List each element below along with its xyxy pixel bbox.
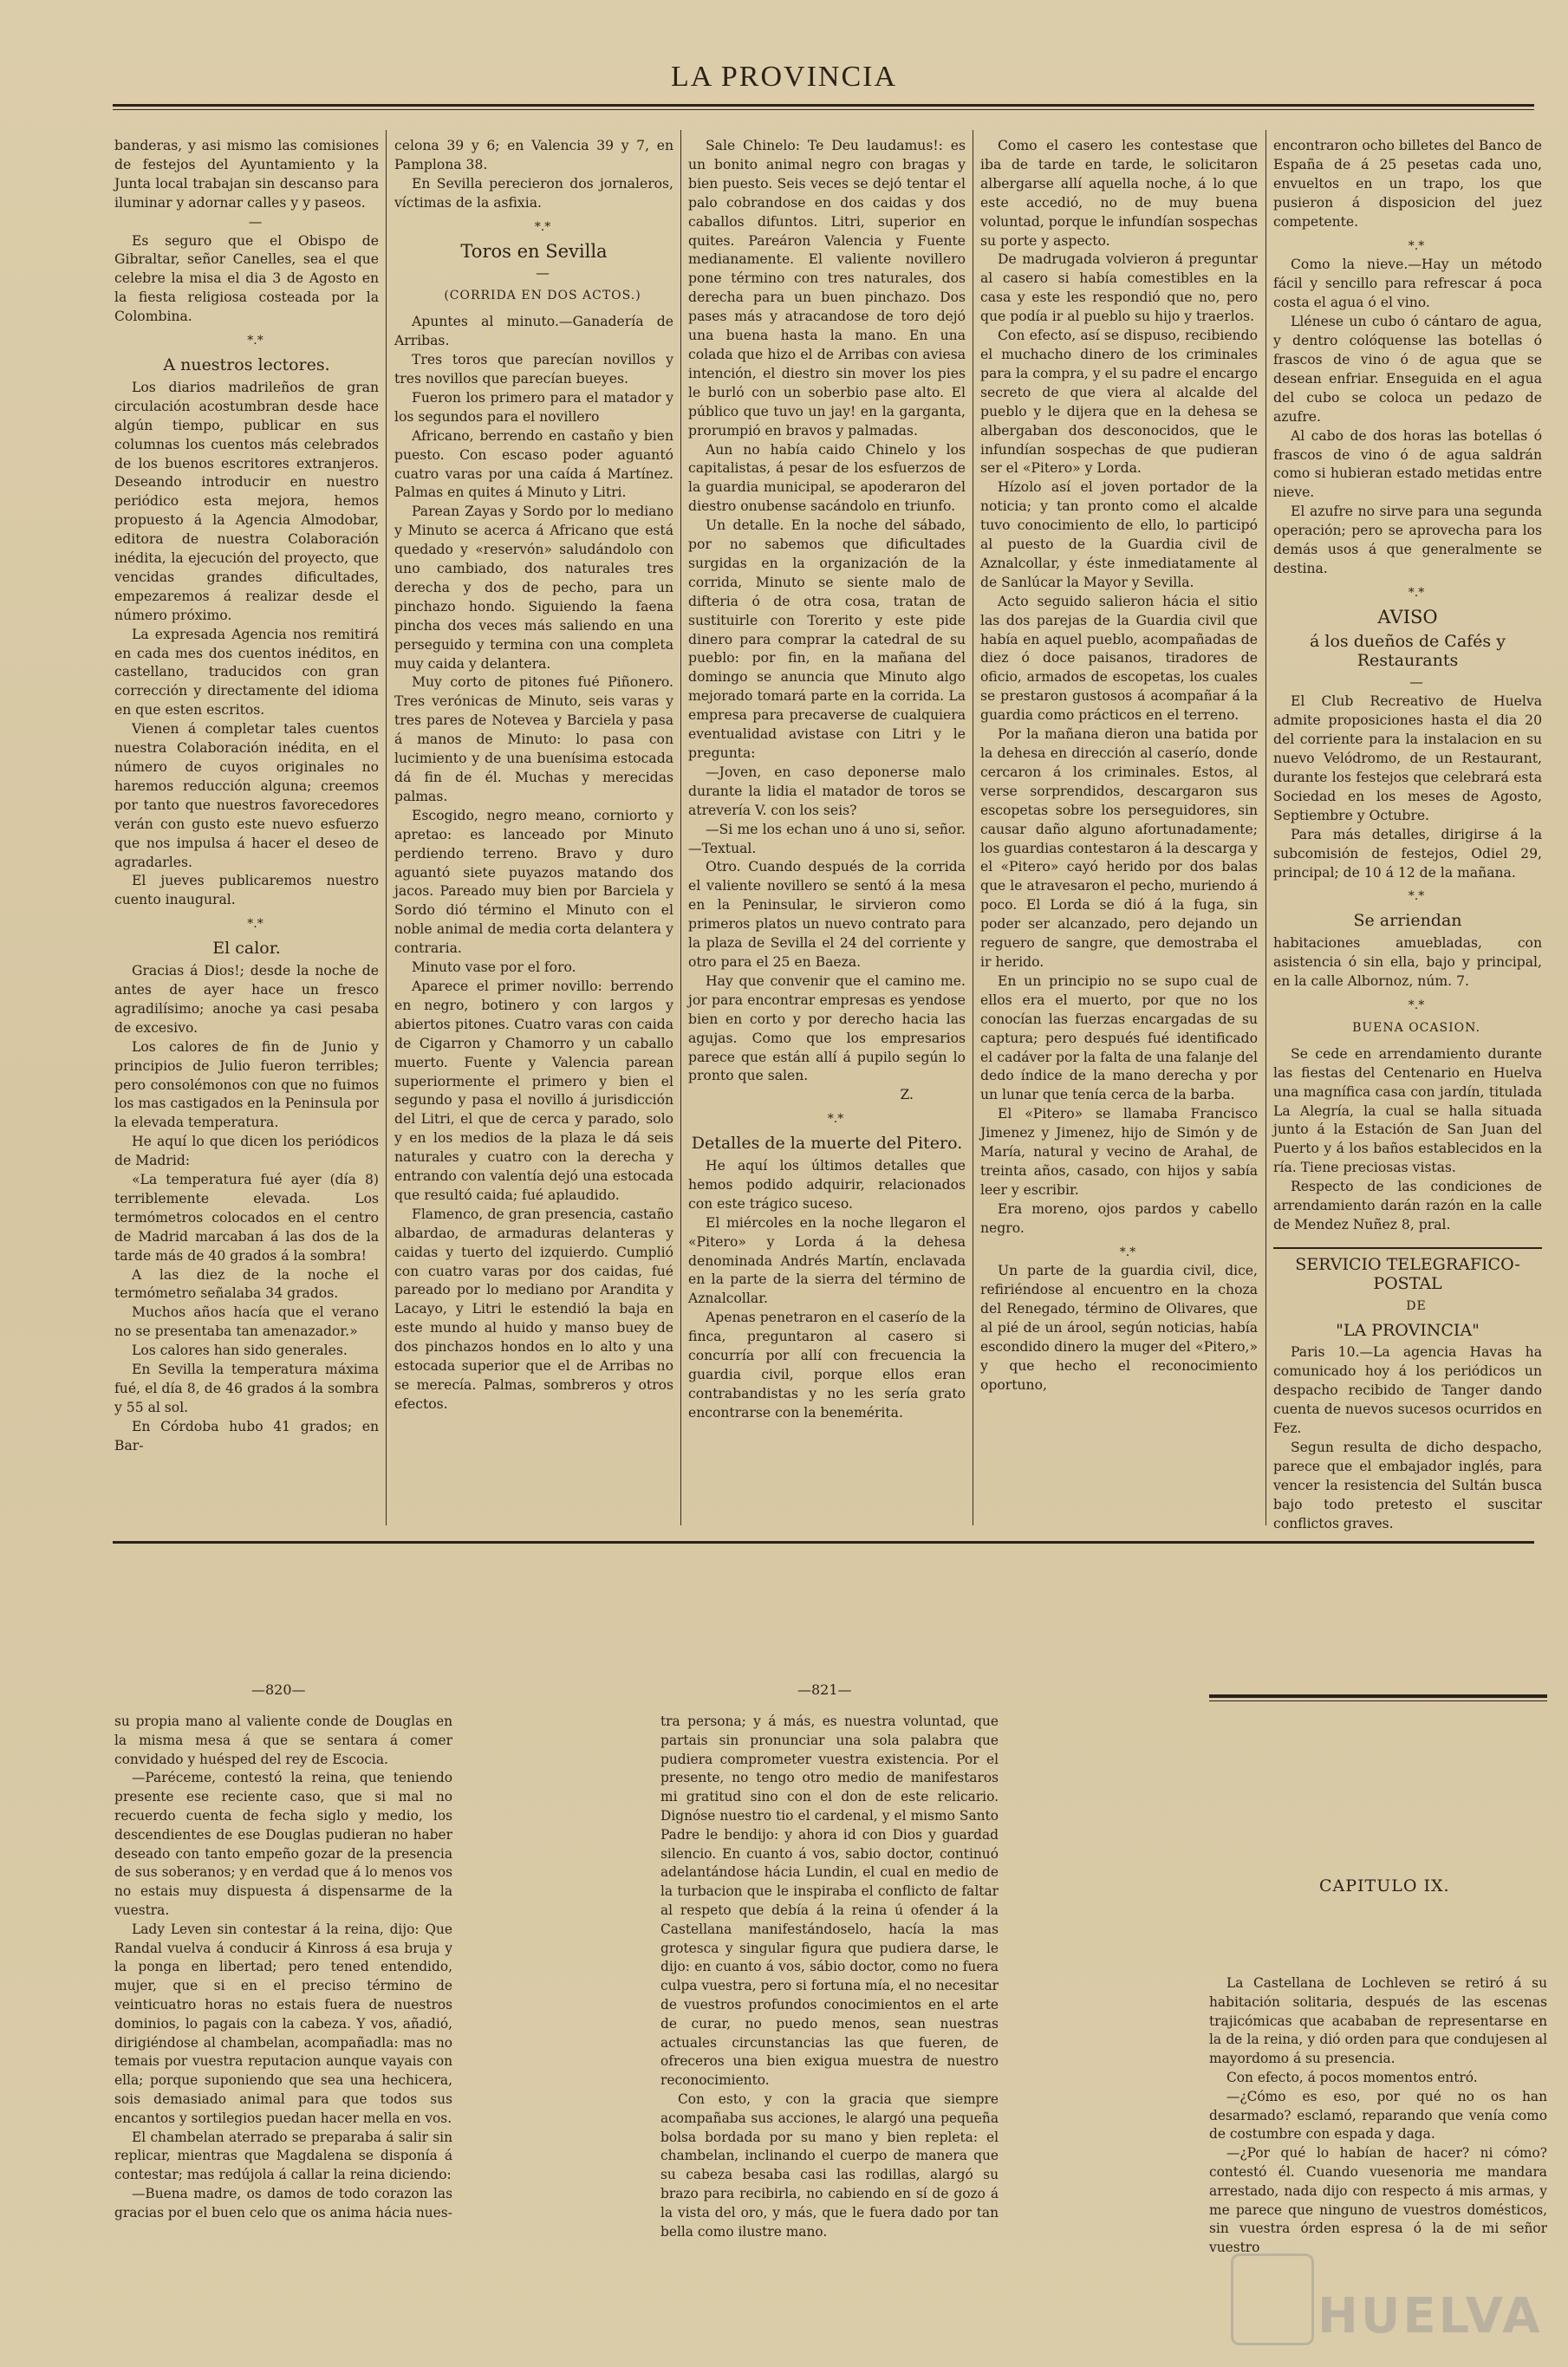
paragraph: Los diarios madrileños de gran circulación acostumbran desde hace algún tiempo, publicar en sus columnas los cuentos más celebrados de los buenos escritores extranjeros. Deseando introducir en nuestro periódico esta mejora, hemos propuesto á la Agencia Almodobar, editora de nuestra Colaboración inédita, la ejecución del proyecto, que vencidas grandes dificultades, empezaremos á realizar desde el número próximo. (114, 379, 379, 623)
masthead: LA PROVINCIA (670, 61, 898, 93)
paragraph: Como el casero les contestase que iba de tarde en tarde, le solicitaron albergarse allí aquella noche, á lo que este accedió, no de muy buena voluntad, porque le infundían sospechas su porte y aspecto. (980, 138, 1258, 249)
column-2 (394, 137, 673, 1414)
paragraph: A las diez de la noche el termómetro señalaba 34 grados. (114, 1266, 379, 1302)
paragraph: Se cede en arrendamiento durante las fiestas del Centenario en Huelva una magnífica casa con jardín, titulada La Alegría, la cual se halla situada junto á la Estación de San Juan del Puerto y á los baños establecidos en la ría. Tiene preciosas vistas. (1273, 1045, 1542, 1176)
paragraph: Un detalle. En la noche del sábado, por no sabemos que dificultades surgidas en la organización de la corrida, Minuto se siente malo de difteria ó de otra cosa, tratan de sustituirle con Torerito y este pide dinero para comprar la catedral de su pueblo: por fin, en la mañana del domingo se anuncia que Minuto algo mejorado tomará parte en la corrida. La empresa para precaverse de cualquiera eventualidad avistase con Litri y le pregunta: (688, 517, 966, 761)
paragraph: Como la nieve.—Hay un método fácil y sencillo para refrescar á poca costa el agua ó el vino. (1273, 257, 1542, 311)
paragraph: El azufre no sirve para una segunda operación; pero se aprovecha para los demás usos á que generalmente se destina. (1273, 504, 1542, 576)
paragraph: Tres toros que parecían novillos y tres novillos que parecían bueyes. (394, 352, 673, 387)
section-stars: *.* (1408, 998, 1425, 1012)
paragraph: Fueron los primero para el matador y los segundos para el novillero (394, 389, 673, 425)
section-stars: *.* (1119, 1245, 1136, 1259)
headline-pitero: Detalles de la muerte del Pitero. (691, 1134, 963, 1154)
watermark-text: HUELVA (1318, 2288, 1543, 2344)
library-watermark (1231, 2253, 1543, 2349)
headline-aviso: AVISO (1377, 606, 1438, 628)
paragraph: Gracias á Dios!; desde la noche de antes de ayer hace un fresco agradilísimo; anoche ya casi pesaba de excesivo. (114, 963, 379, 1036)
chapter-rule (1209, 1694, 1547, 1698)
headline-ocasion: BUENA OCASION. (1352, 1020, 1480, 1035)
headline-telegrafico: SERVICIO TELEGRAFICO-POSTAL (1273, 1247, 1542, 1294)
paragraph: De madrugada volvieron á preguntar al casero si había comestibles en la casa y este les respondió que no, pero que podía ir al pueblo su hijo y traerlos. (980, 251, 1258, 325)
separator: — (1409, 674, 1423, 691)
paragraph: tra persona; y á más, es nuestra voluntad, que partais sin pronunciar una sola palabra que pudiera comprometer vuestra existencia. Por el presente, no tengo otro medio de manifestaros mi gratitud sino con el don de este relicario. Dignóse nuestro tio el cardenal, y el mismo Santo Padre le bendijo: y ahora id con Dios y guardad silencio. En cuanto á vos, sabio doctor, continuó adelantándose hácia Lundin, el cual en medio de la turbacion que le inspiraba el conflicto de faltar al respeto que debía á la reina ú ofender á la Castellana manifestándoselo, hacía la mas grotesca y singular figura que pudiera darse, le dijo: en cuanto á vos, sábio doctor, como no fuera culpa vuestra, pero si fortuna mía, el no necesitar de vuestros profundos conocimientos en el arte de curar, no puedo menos, sean nuestras actuales circunstancias las que fueren, de ofreceros una bien exigua muestra de nuestro reconocimiento. (660, 1713, 999, 2089)
paragraph: La expresada Agencia nos remitirá en cada mes dos cuentos inéditos, en castellano, traducidos con gran corrección y directamente del idioma en que esten escritos. (114, 626, 379, 719)
paragraph: «La temperatura fué ayer (día 8) terriblemente elevada. Los termómetros colocados en el centro de Madrid marcaban á las dos de la tarde más de 40 grados á la sombra! (114, 1172, 379, 1264)
folio-821: —821— (797, 1681, 852, 1698)
paragraph: Es seguro que el Obispo de Gibraltar, señor Canelles, sea el que celebre la misa el dia 3 de Agosto en la fiesta religiosa costeada por la Colombina. (114, 232, 379, 325)
paragraph: Con esto, y con la gracia que siempre acompañaba sus acciones, le alargó una pequeña bolsa bordada por su mano y bien repleta: el chambelan, inclinando el cuerpo de manera que su cabeza besaba casi las rodillas, alargó su brazo para recibirla, no cabiendo en sí de gozo á la vista del oro, y más, que le fuera dado por tan bella como ilustre mano. (660, 2091, 999, 2240)
page-bottom-rule (113, 1541, 1534, 1544)
masthead-rule-thin (113, 109, 1534, 110)
section-stars: *.* (1408, 585, 1425, 600)
paragraph: Paris 10.—La agencia Havas ha comunicado hoy á los periódicos un despacho recibido de Tanger dando cuenta de nuevos sucesos ocurridos en Fez. (1273, 1344, 1542, 1437)
column-divider (386, 130, 387, 1525)
paragraph: Acto seguido salieron hácia el sitio las dos parejas de la Guardia civil que había en aquel pueblo, acompañadas de diez ó doce paisanos, tiradores de oficio, armados de escopetas, los cuales se prestaron gustosos á acompañar á la guardia como prácticos en el terreno. (980, 593, 1258, 724)
paragraph: —¿Por qué lo habían de hacer? ni cómo? contestó él. Cuando vuesenoria me mandara arrestado, nada dijo con respecto á mis armas, y me parece que ninguno de vuestros domésticos, sin vuestra órden espresa ó la de mi señor vuestro (1209, 2145, 1547, 2256)
paragraph: Los calores de fin de Junio y principios de Julio fueron terribles; pero consolémonos con que no fuimos los mas castigados en la Peninsula por la elevada temperatura. (114, 1038, 379, 1131)
paragraph: —¿Cómo es eso, por qué no os han desarmado? esclamó, reparando que venía como de costumbre con espada y daga. (1209, 2088, 1547, 2143)
section-stars: *.* (1408, 889, 1425, 904)
paragraph: banderas, y asi mismo las comisiones de festejos del Ayuntamiento y la Junta local trabajan sin descanso para iluminar y adornar calles y y paseos. (114, 138, 379, 211)
column-1 (114, 137, 379, 1456)
paragraph: El Club Recreativo de Huelva admite proposiciones hasta el dia 20 del corriente para la instalacion en su nuevo Velódromo, de un Restaurant, durante los festejos que celebrará esta Sociedad en los meses de Agosto, Septiembre y Octubre. (1273, 693, 1542, 823)
paragraph: Hízolo así el joven portador de la noticia; y tan pronto como el alcalde tuvo conocimiento de ello, lo participó al puesto de la Guardia civil de Aznalcollar, y éste inmediatamente al de Sanlúcar la Mayor y Sevilla. (980, 479, 1258, 590)
column-3 (688, 137, 966, 1423)
paragraph: habitaciones amuebladas, con asistencia ó sin ella, bajo y principal, en la calle Albornoz, núm. 7. (1273, 935, 1542, 990)
folletin-col-1 (114, 1713, 452, 2223)
column-5 (1273, 137, 1542, 1534)
section-stars: *.* (827, 1112, 844, 1127)
separator: — (536, 265, 550, 282)
section-stars: *.* (247, 334, 264, 348)
paragraph: El miércoles en la noche llegaron el «Pitero» y Lorda á la dehesa denominada Andrés Martín, enclavada en la parte de la sierra del término de Aznalcollar. (688, 1214, 966, 1307)
paragraph: Para más detalles, dirigirse á la subcomisión de festejos, Odiel 29, principal; de 10 á 12 de la mañana. (1273, 826, 1542, 881)
paragraph: Aparece el primer novillo: berrendo en negro, botinero y con largos y abiertos pitones. Cuatro varas con caida de Cigarron y Chamorro y un caballo muerto. Fuente y Valencia parean superiormente el primero y bien el segundo y pasa el novillo á jurisdicción del Litri, el que de cerca y parado, solo y en los medios de la plaza le dá seis naturales y cuatro con la derecha y entrando con valentía dejó una estocada que resultó caida; fué aplaudido. (394, 978, 673, 1203)
paragraph: Con efecto, á pocos momentos entró. (1226, 2069, 1478, 2085)
paragraph: En Córdoba hubo 41 grados; en Bar- (114, 1418, 379, 1453)
paragraph: Aun no había caido Chinelo y los capitalistas, á pesar de los esfuerzos de la guardia municipal, se apoderaron del diestro onubense sacándolo en triunfo. (688, 441, 966, 515)
column-divider (680, 130, 681, 1525)
paragraph: He aquí lo que dicen los periódicos de Madrid: (114, 1134, 379, 1169)
paragraph: La Castellana de Lochleven se retiró á su habitación solitaria, después de las escenas trajicómicas que acababan de representarse en la de la reina, y dió orden para que condujesen al mayordomo á su presencia. (1209, 1975, 1547, 2067)
paragraph: Vienen á completar tales cuentos nuestra Colaboración inédita, en el número de cuyos originales no haremos reducción alguna; creemos por tanto que nuestros favorecedores verán con gusto este nuevo esfuerzo que nos impulsa á hacer el deseo de agradarles. (114, 721, 379, 870)
folio-820: —820— (251, 1681, 306, 1698)
paragraph: Otro. Cuando después de la corrida el valiente novillero se sentó á la mesa en la Peninsular, le sirvieron como primeros platos un nuevo contrato para la plaza de Sevilla el 24 del corriente y otro para el 25 en Baeza. (688, 859, 966, 970)
library-logo-icon (1231, 2253, 1314, 2345)
paragraph: Los calores han sido generales. (132, 1343, 348, 1359)
paragraph: celona 39 y 6; en Valencia 39 y 7, en Pamplona 38. (394, 138, 673, 172)
column-divider (1265, 130, 1266, 1525)
headline-telegrafico-de: DE (1406, 1298, 1427, 1313)
chapter-title: CAPITULO IX. (1319, 1876, 1450, 1896)
paragraph: Muy corto de pitones fué Piñonero. Tres verónicas de Minuto, seis varas y tres pares de Notevea y Barciela y pasa á manos de Minuto: lo pasa con lucimiento y de una buenísima estocada dá fin de él. Muchas y merecidas palmas. (394, 674, 673, 804)
section-stars: *.* (1408, 238, 1425, 253)
paragraph: Hay que convenir que el camino me. jor para encontrar empresas es yendose bien en corto y por derecho hacia las agujas. Como que los empresarios parece que están allí á pupilo según lo pronto que salen. (688, 972, 966, 1084)
masthead-rule (113, 104, 1534, 107)
paragraph: Llénese un cubo ó cántaro de agua, y dentro colóquense las botellas ó frascos de vino ó de agua que se desean enfriar. Enseguida en el agua del cubo se coloca un pedazo de azufre. (1273, 314, 1542, 425)
headline-telegrafico-paper: "LA PROVINCIA" (1336, 1320, 1480, 1340)
paragraph: —Joven, en caso deponerse malo durante la lidia el matador de toros se atrevería V. con los seis? (688, 764, 966, 818)
headline-aviso-sub: á los dueños de Cafés y Restaurants (1310, 631, 1506, 670)
paragraph: Un parte de la guardia civil, dice, refiriéndose al encuentro en la choza del Renegado, término de Olivares, que al pié de un árool, según noticias, había escondido dinero la muger del «Pitero,» y que hecho el reconocimiento oportuno, (980, 1263, 1258, 1393)
folletin-col-2 (660, 1713, 999, 2241)
paragraph: En Sevilla perecieron dos jornaleros, víctimas de la asfixia. (394, 175, 673, 211)
paragraph: El jueves publicaremos nuestro cuento inaugural. (114, 873, 379, 908)
section-stars: *.* (247, 917, 264, 932)
subheadline: (CORRIDA EN DOS ACTOS.) (444, 289, 641, 303)
headline-lectores: A nuestros lectores. (163, 354, 330, 374)
paragraph: Con efecto, así se dispuso, recibiendo el muchacho dinero de los criminales para la compra, y el su padre el encargo secreto de que viera al alcalde del pueblo y le dijera que en la dehesa se albergaban dos desconocidos, que le infundían sospechas de que pudieran ser el «Pitero» y Lorda. (980, 328, 1258, 477)
paragraph: —Buena madre, os damos de todo corazon las gracias por el buen celo que os anima hácia nues- (114, 2185, 452, 2221)
column-4 (980, 137, 1258, 1395)
paragraph: Al cabo de dos horas las botellas ó frascos de vino ó de agua saldrán como si hubieran estado metidas entre nieve. (1273, 427, 1542, 501)
section-stars: *.* (534, 219, 551, 234)
paragraph: En un principio no se supo cual de ellos era el muerto, por que no los conocían las fuerzas encargadas de su captura; pero después fué identificado el cadáver por la falta de una falanje del dedo índice de la mano derecha y por un lunar que tenía cerca de la barba. (980, 972, 1258, 1103)
paragraph: Respecto de las condiciones de arrendamiento darán razón en la calle de Mendez Nuñez 8, pral. (1273, 1179, 1542, 1232)
paragraph: Era moreno, ojos pardos y cabello negro. (980, 1200, 1258, 1236)
paragraph: Segun resulta de dicho despacho, parece que el embajador inglés, para vencer la resistencia del Sultán busca bajo todo pretesto el suscitar conflictos graves. (1273, 1440, 1542, 1531)
paragraph: Parean Zayas y Sordo por lo mediano y Minuto se acerca á Africano que está quedado y «reservón» saludándolo con uno cambiado, dos naturales tres derecha y dos de pecho, para un pinchazo hondo. Siguiendo la faena pincha dos veces más saliendo en una perseguido y termina con una completa muy caida y delantera. (394, 504, 673, 672)
paragraph: —Si me los echan uno á uno si, señor.—Textual. (688, 821, 966, 856)
paragraph: —Paréceme, contestó la reina, que teniendo presente ese reciente caso, que si mal no recuerdo cuenta de fecha siglo y medio, los descendientes de ese Douglas pudieran no haber deseado con tanto empeño gozar de la presencia de sus soberanos; y en verdad que á lo menos vos no estais muy dispuesta á dispensarme de la vuestra. (114, 1770, 452, 1918)
paragraph: Por la mañana dieron una batida por la dehesa en dirección al caserío, donde cercaron á los criminales. Estos, al verse sorprendidos, descargaron sus escopetas sobre los perseguidores, sin causar daño alguno afortunadamente; los guardias contestaron á la descarga y el «Pitero» cayó herido por dos balas que le atravesaron el pecho, muriendo á poco. El Lorda se dió á la fuga, sin poder ser alcanzado, pero dejando un reguero de sangre, que demostraba el ir herido. (980, 726, 1258, 970)
paragraph: El «Pitero» se llamaba Francisco Jimenez y Jimenez, hijo de Simón y de María, natural y vecino de Arahal, de treinta años, casado, con hijos y sabía leer y escribir. (980, 1106, 1258, 1198)
signature: Z. (900, 1087, 914, 1103)
chapter-rule-thin (1209, 1700, 1547, 1701)
separator: — (248, 213, 263, 230)
paragraph: Muchos años hacía que el verano no se presentaba tan amenazador.» (114, 1304, 379, 1340)
paragraph: encontraron ocho billetes del Banco de España de á 25 pesetas cada uno, envueltos en un trapo, los que pusieron á disposicion del juez competente. (1273, 138, 1542, 230)
folletin-col-3 (1209, 1974, 1547, 2258)
paragraph: El chambelan aterrado se preparaba á salir sin replicar, mientras que Magdalena se disponía á contestar; mas redújola á callar la reina diciendo: (114, 2129, 452, 2183)
paragraph: Flamenco, de gran presencia, castaño albardao, de armaduras delanteras y caidas y tuerto del izquierdo. Cumplió con cuatro varas por dos caidas, fué pareado por lo mediano por Arandita y Lacayo, y Litri le estendió la baja en este mundo al huido y manso buey de dos pinchazos hondos en lo alto y una estocada superior que el de Arribas no se merecía. Palmas, sombreros y otros efectos. (394, 1206, 673, 1412)
headline-calor: El calor. (212, 939, 281, 959)
paragraph: He aquí los últimos detalles que hemos podido adquirir, relacionados con este trágico suceso. (688, 1158, 966, 1212)
headline-arriendan: Se arriendan (1353, 911, 1462, 931)
paragraph: Apenas penetraron en el caserío de la finca, preguntaron al casero si concurría por allí con frecuencia la guardia civil, porque ellos eran contrabandistas y no les sería grato encontrarse con la benemérita. (688, 1310, 966, 1421)
paragraph: Apuntes al minuto.—Ganadería de Arribas. (394, 314, 673, 349)
paragraph: Minuto vase por el foro. (412, 959, 576, 976)
paragraph: Africano, berrendo en castaño y bien puesto. Con escaso poder aguantó cuatro varas por una caída á Martínez. Palmas en quites á Minuto y Litri. (394, 427, 673, 501)
paragraph: Sale Chinelo: Te Deu laudamus!: es un bonito animal negro con bragas y bien puesto. Seis veces se dejó tentar el palo cobrandose en dos caidas y dos caballos difuntos. Litri, superior en quites. Pareáron Valencia y Fuente medianamente. El valiente novillero pone término con tres naturales, dos derecha para un buen pinchazo. Dos pases más y atracandose de toro dejó una buena hasta la mano. En una colada que hizo el de Arribas con aviesa intención, el diestro sin mover los pies le burló con un soberbio pase alto. El público que tuvo un jay! en la garganta, prorumpió en bravos y palmadas. (688, 138, 966, 439)
paragraph: En Sevilla la temperatura máxima fué, el día 8, de 46 grados á la sombra y 55 al sol. (114, 1362, 379, 1415)
headline-toros: Toros en Sevilla (460, 240, 608, 262)
paragraph: Escogido, negro meano, corniorto y apretao: es lanceado por Minuto perdiendo terreno. Bravo y duro aguantó siete puyazos matando dos jacos. Pareado muy bien por Barciela y Sordo dió término el Minuto con el noble animal de media corta delantera y contraria. (394, 807, 673, 957)
paragraph: su propia mano al valiente conde de Douglas en la misma mesa á que se sentara á comer convidado y huésped del rey de Escocia. (114, 1713, 452, 1767)
paragraph: Lady Leven sin contestar á la reina, dijo: Que Randal vuelva á conducir á Kinross á esa bruja y la ponga en libertad; pero tened entendido, mujer, que si en el preciso término de veinticuatro horas no estais fuera de nuestros dominios, lo pagais con la cabeza. Y vos, añadió, dirigiéndose al chambelan, acompañadla: mas no temais por vuestra reputacion aunque vayais con ella; porque suponiendo que sea una hechicera, sois demasiado animal para que todos sus encantos y sortilegios puedan hacer mella en vos. (114, 1921, 452, 2126)
